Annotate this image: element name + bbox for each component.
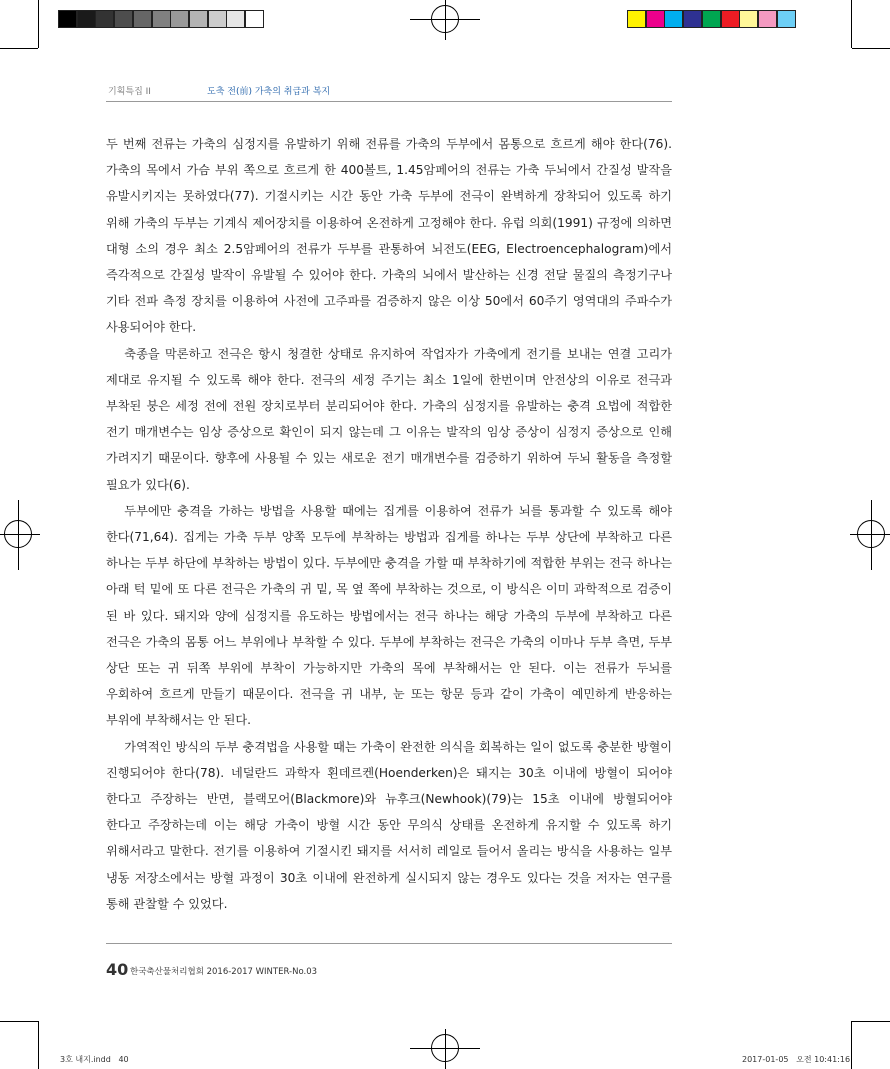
article-body [106,131,672,917]
crop-mark [38,0,39,48]
paragraph: 두 번째 전류는 가축의 심정지를 유발하기 위해 전류를 가축의 두부에서 몸통으로 흐르게 해야 한다(76). 가축의 목에서 가슴 부위 쪽으로 흐르게 한 400볼트, 1.45암페어의 전류는 가축 두뇌에서 간질성 발작을 유발시키지는 못하였다(77). 기절시키는 시간 동안 가축 두부에 전극이 완벽하게 장착되어 있도록 하기 위해 가축의 두부는 기계식 제어장치를 이용하여 온전하게 고정해야 한다. 유럽 의회(1991) 규정에 의하면 대형 소의 경우 최소 2.5암페어의 전류가 두부를 관통하여 뇌전도(EEG, Electroencephalogram)에서 즉각적으로 간질성 발작이 유발될 수 있어야 한다. 가축의 뇌에서 발산하는 신경 전달 물질의 측정기구나 기타 전파 측정 장치를 이용하여 사전에 고주파를 검증하지 않은 이상 50에서 60주기 영역대의 주파수가 사용되어야 한다. [106,137,672,335]
crop-mark [852,48,890,49]
process-swatch [646,10,665,28]
gray-swatch [208,10,227,28]
gray-swatch [189,10,208,28]
process-swatch [683,10,702,28]
crop-mark [0,48,38,49]
header-divider [106,101,672,102]
gray-swatch [152,10,171,28]
gray-swatch [114,10,133,28]
gray-swatch [226,10,245,28]
gray-swatch [95,10,114,28]
gray-swatch [170,10,189,28]
gray-swatch [133,10,152,28]
footer-divider [106,943,672,944]
crop-mark [851,1021,852,1069]
process-swatch [664,10,683,28]
gray-swatch [58,10,77,28]
article-title: 도축 전(前) 가축의 취급과 복지 [207,87,331,97]
page-number: 40 [106,960,129,979]
gray-swatch [77,10,96,28]
paragraph: 축종을 막론하고 전극은 항시 청결한 상태로 유지하여 작업자가 가축에게 전기를 보내는 연결 고리가 제대로 유지될 수 있도록 해야 한다. 전극의 세정 주기는 최소 1일에 한번이며 안전상의 이유로 전극과 부착된 붕은 세정 전에 전원 장치로부터 분리되어야 한다. 가축의 심정지를 유발하는 충격 요법에 적합한 전기 매개변수는 임상 증상으로 확인이 되지 않는데 그 이유는 발작의 임상 증상이 심정지 증상으로 인해 가려지기 때문이다. 향후에 사용될 수 있는 새로운 전기 매개변수를 검증하기 위하여 두뇌 활동을 측정할 필요가 있다(6). [106,346,672,492]
process-swatch [721,10,740,28]
crop-mark [851,0,852,48]
publication-info: 한국축산물처리협회 2016-2017 WINTER-No.03 [130,967,318,977]
process-swatch [739,10,758,28]
crop-mark [0,1021,38,1022]
process-swatch [627,10,646,28]
crop-mark [38,1021,39,1069]
crop-mark [852,1021,890,1022]
paragraph: 두부에만 충격을 가하는 방법을 사용할 때에는 집게를 이용하여 전류가 뇌를 통과할 수 있도록 해야 한다(71,64). 집게는 가축 두부 양쪽 모두에 부착하는 방법과 집게를 하나는 두부 상단에 부착하고 다른 하나는 두부 하단에 부착하는 방법이 있다. 두부에만 충격을 가할 때 부착하기에 적합한 부위는 전극 하나는 아래 턱 밑에 또 다른 전극은 가축의 귀 밑, 목 옆 쪽에 부착하는 것으로, 이 방식은 이미 과학적으로 검증이 된 바 있다. 돼지와 양에 심정지를 유도하는 방법에서는 전극 하나는 해당 가축의 두부에 부착하고 다른 전극은 가축의 몸통 어느 부위에나 부착할 수 있다. 두부에 부착하는 전극은 가축의 이마나 두부 측면, 두부 상단 또는 귀 뒤쪽 부위에 부착이 가능하지만 가축의 목에 부착해서는 안 된다. 이는 전류가 두뇌를 우회하여 흐르게 만들기 때문이다. 전극을 귀 내부, 눈 또는 항문 등과 같이 가축이 예민하게 반응하는 부위에 부착해서는 안 된다. [106,503,672,728]
gray-swatch [245,10,264,28]
process-swatch [777,10,796,28]
paragraph: 가역적인 방식의 두부 충격법을 사용할 때는 가축이 완전한 의식을 회복하는 일이 없도록 충분한 방혈이 진행되어야 한다(78). 네덜란드 과학자 횐데르켄(Hoenderken)은 돼지는 30초 이내에 방혈이 되어야 한다고 주장하는 반면, 블랙모어(Blackmore)와 뉴후크(Newhook)(79)는 15초 이내에 방혈되어야 한다고 주장하는데 이는 해당 가축이 방혈 시간 동안 무의식 상태를 온전하게 유지할 수 있도록 하기 위해서라고 말한다. 전기를 이용하여 기절시킨 돼지를 서서히 레일로 들어서 올리는 방식을 사용하는 일부 냉동 저장소에서는 방혈 과정이 30초 이내에 완전하게 실시되지 않는 경우도 있다는 것을 저자는 연구를 통해 관찰할 수 있었다. [106,739,672,911]
section-label: 기획특집 II [108,87,151,97]
timestamp-slug: 2017-01-05 오전 10:41:16 [742,1055,851,1064]
file-slug: 3호 내지.indd 40 [60,1055,129,1064]
process-swatch [758,10,777,28]
process-swatch [702,10,721,28]
